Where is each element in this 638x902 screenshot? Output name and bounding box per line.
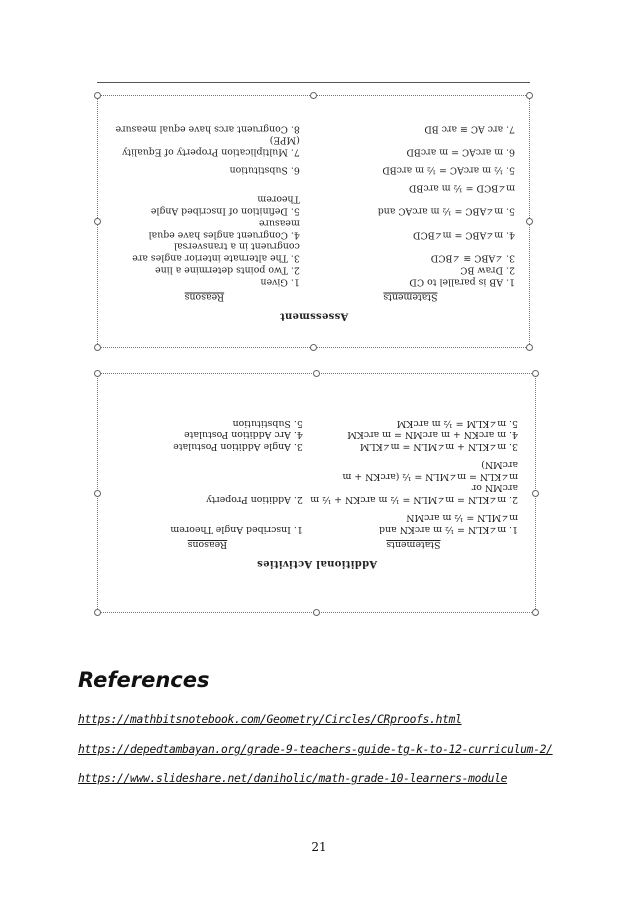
resize-handle-icon[interactable] xyxy=(94,490,101,497)
statement: 1. AB is parallel to CD xyxy=(408,275,515,287)
resize-handle-icon[interactable] xyxy=(532,490,539,497)
resize-handle-icon[interactable] xyxy=(313,609,320,616)
resize-handle-icon[interactable] xyxy=(94,92,101,99)
reasons-header: Reasons xyxy=(187,539,227,551)
proof-row xyxy=(109,263,519,275)
additional-activities-sheet xyxy=(112,417,522,569)
proof-row xyxy=(109,181,519,193)
resize-handle-icon[interactable] xyxy=(310,344,317,351)
proof-row xyxy=(109,240,519,264)
reason: 4. Arc Addition Postulate xyxy=(183,429,303,441)
top-rule xyxy=(97,82,530,83)
statement: 7. arc AC ≅ arc BD xyxy=(423,122,515,134)
statement: m∠BCD = ½ m arcBD xyxy=(408,181,515,193)
reasons-header: Reasons xyxy=(184,291,224,303)
proof-row xyxy=(109,163,519,175)
resize-handle-icon[interactable] xyxy=(94,609,101,616)
reason: 2. Addition Property xyxy=(205,494,303,506)
reason: 5. Substitution xyxy=(232,417,303,429)
resize-handle-icon[interactable] xyxy=(532,609,539,616)
resize-handle-icon[interactable] xyxy=(532,370,539,377)
reason: 2. Two points determine a line xyxy=(154,264,300,275)
statements-header: Statements xyxy=(385,539,440,551)
reason: 4. Congruent angles have equal measure xyxy=(148,217,300,240)
proof-row xyxy=(112,441,522,453)
proof-row xyxy=(112,417,522,429)
reason: 8. Congruent arcs have equal measure xyxy=(115,122,300,134)
statement: 6. m arcAC = m arcBD xyxy=(406,146,515,158)
assessment-title: Assessment xyxy=(279,310,348,321)
proof-row xyxy=(112,429,522,441)
statement: 5. m∠ABC = ½ m arcAC and xyxy=(377,205,515,217)
reference-link[interactable]: https://mathbitsnotebook.com/Geometry/Circles/CRproofs.html xyxy=(78,713,462,726)
resize-handle-icon[interactable] xyxy=(526,92,533,99)
additional-activities-image[interactable] xyxy=(97,373,536,613)
resize-handle-icon[interactable] xyxy=(313,370,320,377)
reason xyxy=(112,458,309,482)
proof-row xyxy=(112,511,522,523)
statement: 5. m∠KLM = ½ m arcKM xyxy=(396,417,518,429)
statement: 2. m∠KLN = m∠MLN = ½ m arcKN + ½ m arcMN or xyxy=(309,482,518,506)
statement: 1. m∠KLN = ½ m arcKN and xyxy=(378,523,518,535)
statement: m∠MLN = ½ m arcMN xyxy=(405,512,518,523)
statement: 5. ½ m arcAC = ½ m arcBD xyxy=(381,164,515,175)
resize-handle-icon[interactable] xyxy=(310,92,317,99)
statement: 3. m∠KLN + m∠MLN = m∠KLM xyxy=(359,441,518,453)
statement: 4. m∠ABC = m∠BCD xyxy=(412,228,515,240)
reason xyxy=(112,511,309,523)
statements-header: Statements xyxy=(382,291,437,303)
proof-row xyxy=(109,275,519,287)
proof-row xyxy=(109,216,519,240)
reference-link[interactable]: https://depedtambayan.org/grade-9-teachers-guide-tg-k-to-12-curriculum-2/ xyxy=(78,743,553,756)
reason: 3. The alternate interior angles are congruent in a transversal xyxy=(131,240,300,264)
statement: 4. m arcKN + m arcMN = m arcKM xyxy=(346,429,518,441)
proof-row xyxy=(109,134,519,158)
reason: 6. Substitution xyxy=(229,164,300,175)
additional-activities-title: Additional Activities xyxy=(256,558,377,569)
resize-handle-icon[interactable] xyxy=(526,218,533,225)
resize-handle-icon[interactable] xyxy=(526,344,533,351)
statement: 3. ∠ABC ≅ ∠BCD xyxy=(430,252,515,264)
reason: 5. Definition of Inscribed Angle Theorem xyxy=(150,193,300,217)
statement: 2. Draw BC xyxy=(459,264,515,275)
reason: 7. Multiplication Property of Equality (MPE) xyxy=(121,134,300,158)
proof-row xyxy=(112,482,522,506)
proof-row xyxy=(109,122,519,134)
reason: 1. Given xyxy=(260,275,300,287)
statement: m∠KLN = m∠MLN = ½ (arcKN + m arcMN) xyxy=(341,459,518,482)
reason: 1. Inscribed Angle Theorem xyxy=(169,523,303,535)
reason: 3. Angle Addition Postulate xyxy=(172,441,303,453)
references-heading: References xyxy=(78,668,210,692)
reference-link[interactable]: https://www.slideshare.net/daniholic/math-grade-10-learners-module xyxy=(78,772,508,785)
proof-row xyxy=(109,193,519,217)
resize-handle-icon[interactable] xyxy=(94,218,101,225)
resize-handle-icon[interactable] xyxy=(94,370,101,377)
reason xyxy=(109,181,306,193)
resize-handle-icon[interactable] xyxy=(94,344,101,351)
proof-row xyxy=(112,523,522,535)
proof-row xyxy=(112,458,522,482)
assessment-sheet xyxy=(109,122,519,321)
page-number: 21 xyxy=(311,840,327,854)
assessment-image[interactable] xyxy=(97,95,530,348)
